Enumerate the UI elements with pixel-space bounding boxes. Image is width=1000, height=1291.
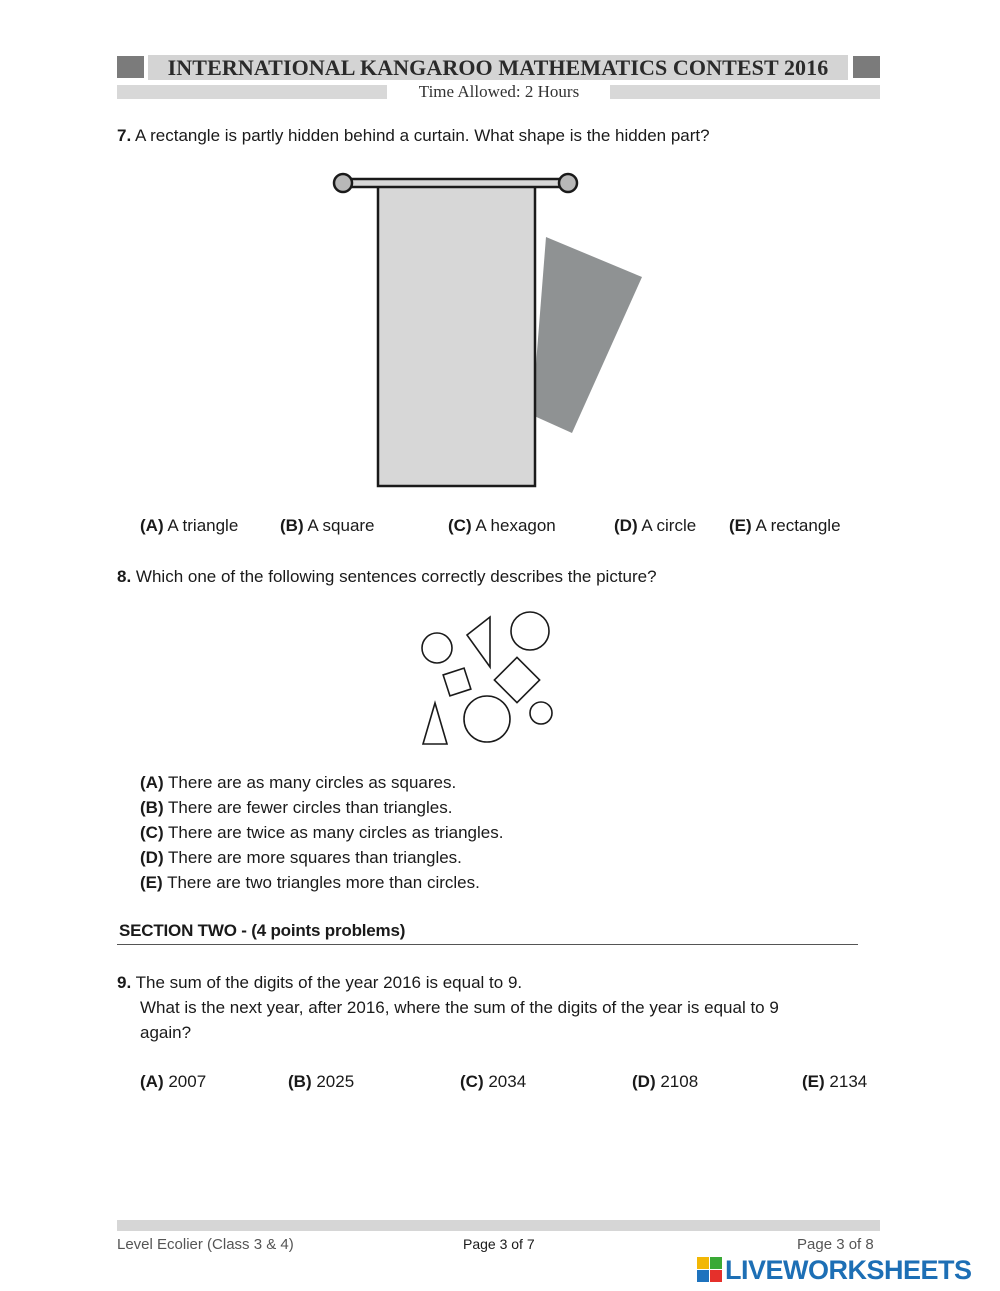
q9-option-d[interactable]: (D) 2108 bbox=[632, 1072, 699, 1091]
header-bar-right bbox=[610, 85, 880, 99]
header-bar-left bbox=[117, 85, 387, 99]
curtain-figure bbox=[320, 165, 660, 500]
footer-level: Level Ecolier (Class 3 & 4) bbox=[117, 1236, 294, 1253]
triangle-top bbox=[467, 617, 490, 667]
question-9-line3: again? bbox=[140, 1023, 192, 1042]
contest-title: INTERNATIONAL KANGAROO MATHEMATICS CONTEST 2016 bbox=[148, 55, 848, 80]
q7-option-c[interactable]: (C) A hexagon bbox=[448, 516, 556, 535]
q8-option-a[interactable]: (A) There are as many circles as squares. bbox=[140, 773, 457, 792]
square-tilted bbox=[494, 657, 539, 702]
question-9-line2: What is the next year, after 2016, where the sum of the digits of the year is equal to 9 bbox=[140, 998, 779, 1017]
q7-option-e[interactable]: (E) A rectangle bbox=[729, 516, 841, 535]
question-9-number: 9. bbox=[117, 973, 132, 992]
q7-option-a[interactable]: (A) A triangle bbox=[140, 516, 239, 535]
rod-end-left bbox=[334, 174, 352, 192]
hidden-rectangle-visible-part bbox=[532, 237, 642, 433]
section-rule bbox=[117, 944, 858, 945]
q7-option-d[interactable]: (D) A circle bbox=[614, 516, 697, 535]
q8-option-c[interactable]: (C) There are twice as many circles as triangles. bbox=[140, 823, 504, 842]
time-allowed: Time Allowed: 2 Hours bbox=[418, 82, 580, 101]
question-9-line1: The sum of the digits of the year 2016 is equal to 9. bbox=[135, 973, 523, 992]
liveworksheets-text: LIVEWORKSHEETS bbox=[725, 1255, 972, 1285]
triangle-bottom bbox=[423, 703, 447, 744]
circle-tiny bbox=[530, 702, 552, 724]
q7-option-b[interactable]: (B) A square bbox=[280, 516, 375, 535]
header-block-left bbox=[117, 56, 144, 78]
question-7-text: A rectangle is partly hidden behind a curtain. What shape is the hidden part? bbox=[134, 126, 710, 145]
question-8-number: 8. bbox=[117, 567, 132, 586]
question-8 bbox=[117, 564, 657, 589]
circle-small-left bbox=[422, 633, 452, 663]
q8-option-e[interactable]: (E) There are two triangles more than circles. bbox=[140, 873, 480, 892]
circle-large-bottom bbox=[464, 696, 510, 742]
question-7-number: 7. bbox=[117, 126, 132, 145]
footer-bar bbox=[117, 1220, 880, 1231]
question-7 bbox=[117, 123, 710, 148]
curtain-rod bbox=[350, 179, 568, 187]
footer-page-right: Page 3 of 8 bbox=[797, 1236, 874, 1253]
question-8-text: Which one of the following sentences correctly describes the picture? bbox=[135, 567, 657, 586]
curtain bbox=[378, 185, 535, 486]
liveworksheets-logo-icon bbox=[697, 1257, 723, 1283]
q9-option-c[interactable]: (C) 2034 bbox=[460, 1072, 527, 1091]
q9-option-b[interactable]: (B) 2025 bbox=[288, 1072, 355, 1091]
square-small bbox=[443, 668, 471, 696]
footer-page-center: Page 3 of 7 bbox=[463, 1236, 535, 1252]
rod-end-right bbox=[559, 174, 577, 192]
shapes-figure bbox=[410, 605, 570, 755]
q8-option-b[interactable]: (B) There are fewer circles than triangles. bbox=[140, 798, 453, 817]
section-title: SECTION TWO - (4 points problems) bbox=[119, 921, 406, 940]
q8-option-d[interactable]: (D) There are more squares than triangles. bbox=[140, 848, 462, 867]
question-9 bbox=[117, 970, 867, 1045]
q9-option-e[interactable]: (E) 2134 bbox=[802, 1072, 868, 1091]
circle-large-top bbox=[511, 612, 549, 650]
liveworksheets-logo[interactable] bbox=[697, 1255, 972, 1285]
q9-option-a[interactable]: (A) 2007 bbox=[140, 1072, 207, 1091]
header-block-right bbox=[853, 56, 880, 78]
